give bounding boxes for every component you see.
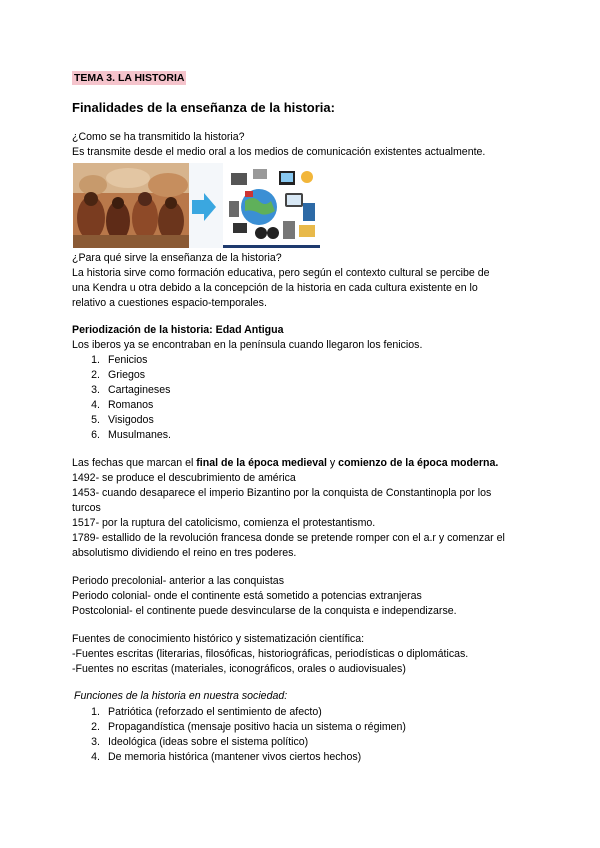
- dates-intro: Las fechas que marcan el final de la época medieval y comienzo de la época moderna.: [72, 457, 499, 469]
- purpose-paragraph: [72, 251, 532, 311]
- functions-list: [72, 705, 406, 765]
- period-line: Periodo precolonial- anterior a las conquistas: [72, 575, 284, 587]
- sources-block: [72, 632, 532, 677]
- functions-heading: Funciones de la historia en nuestra sociedad:: [74, 690, 288, 702]
- dates-block: [72, 456, 532, 561]
- date-line: 1517- por la ruptura del catolicismo, comienza el protestantismo.: [72, 517, 376, 529]
- media-devices-collage-icon: [223, 163, 320, 248]
- sources-line: -Fuentes escritas (literarias, filosóficas, historiográficas, periodísticas o diplomáticas.: [72, 648, 469, 660]
- list-item: 1. Fenicios: [91, 354, 148, 366]
- date-line: 1492- se produce el descubrimiento de américa: [72, 472, 296, 484]
- date-line: 1453- cuando desaparece el imperio Bizantino por la conquista de Constantinopla por los: [72, 487, 492, 499]
- painting-oral-tradition-icon: [73, 163, 189, 248]
- list-item: 6. Musulmanes.: [91, 429, 171, 441]
- period-line: Postcolonial- el continente puede desvincularse de la conquista e independizarse.: [72, 605, 457, 617]
- sources-line: Fuentes de conocimiento histórico y sistematización científica:: [72, 633, 365, 645]
- list-item: 1. Patriótica (reforzado el sentimiento de afecto): [91, 706, 322, 718]
- answer-purpose-line: La historia sirve como formación educativa, pero según el contexto cultural se percibe de: [72, 267, 490, 279]
- list-item: 4. Romanos: [91, 399, 154, 411]
- section-heading: Finalidades de la enseñanza de la historia:: [72, 100, 335, 115]
- list-item: 2. Griegos: [91, 369, 146, 381]
- periodization-heading: Periodización de la historia: Edad Antigua: [72, 324, 284, 336]
- period-line: Periodo colonial- onde el continente está sometido a potencias extranjeras: [72, 590, 422, 602]
- arrow-right-icon: [192, 193, 216, 221]
- answer-purpose-line: una Kendra u otra debido a la concepción de la historia en cada cultura existente en lo: [72, 282, 478, 294]
- date-line: turcos: [72, 502, 101, 514]
- list-item: 5. Visigodos: [91, 414, 154, 426]
- transmission-paragraph: [72, 130, 532, 160]
- periodization-intro: Los iberos ya se encontraban en la península cuando llegaron los fenicios.: [72, 339, 423, 351]
- list-item: 3. Cartagineses: [91, 384, 171, 396]
- answer-transmission: Es transmite desde el medio oral a los medios de comunicación existentes actualmente.: [72, 146, 486, 158]
- image-svg: [73, 163, 320, 248]
- list-item: 4. De memoria histórica (mantener vivos ciertos hechos): [91, 751, 362, 763]
- answer-purpose-line: relativo a cuestiones espacio-temporales.: [72, 297, 267, 309]
- image-bottom-divider: [223, 245, 320, 248]
- history-transmission-image: [73, 163, 320, 248]
- peoples-list: [72, 353, 171, 443]
- question-purpose: ¿Para qué sirve la enseñanza de la historia?: [72, 252, 282, 264]
- list-item: 3. Ideológica (ideas sobre el sistema político): [91, 736, 309, 748]
- question-transmission: ¿Como se ha transmitido la historia?: [72, 131, 245, 143]
- list-item: 2. Propagandística (mensaje positivo hacia un sistema o régimen): [91, 721, 406, 733]
- sources-line: -Fuentes no escritas (materiales, iconográficos, orales o audiovisuales): [72, 663, 406, 675]
- date-line: 1789- estallido de la revolución francesa donde se pretende romper con el a.r y comenzar el: [72, 532, 505, 544]
- date-line: absolutismo dividiendo el reino en tres poderes.: [72, 547, 297, 559]
- topic-title: TEMA 3. LA HISTORIA: [74, 72, 185, 84]
- periodization-block: [72, 323, 532, 353]
- colonial-periods-block: [72, 574, 532, 619]
